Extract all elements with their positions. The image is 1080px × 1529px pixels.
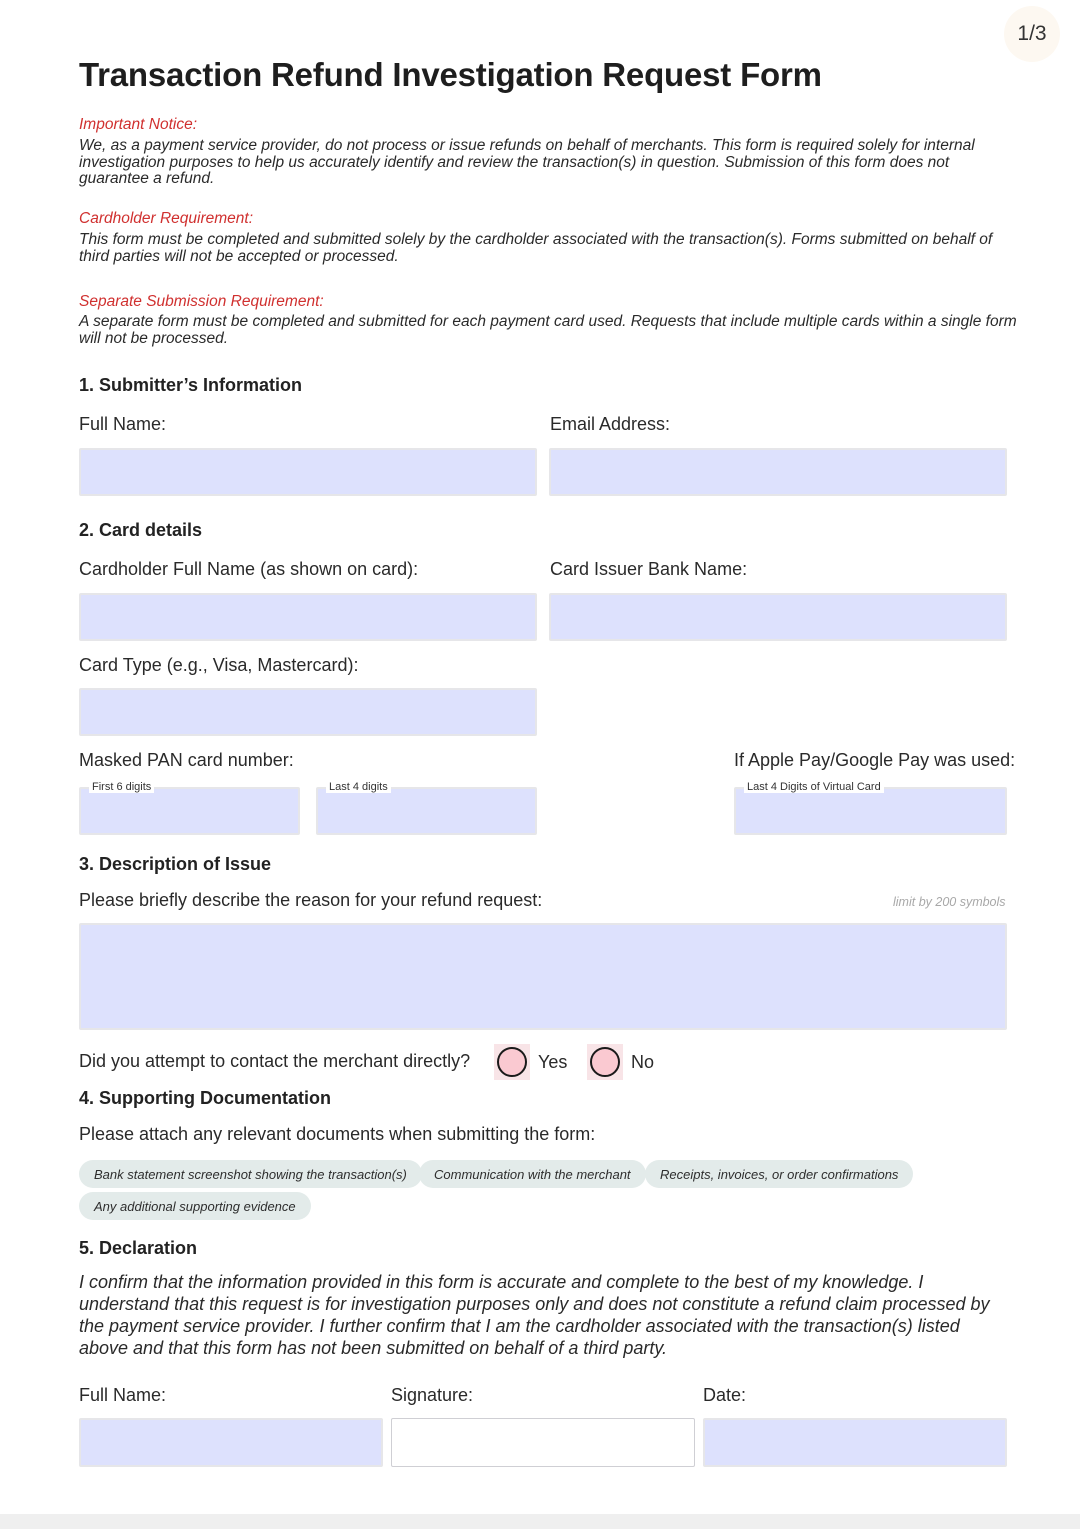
page-bottom-divider (0, 1514, 1080, 1529)
notice-body-cardholder: This form must be completed and submitted solely by the cardholder associated with the transaction(s). Forms submitted on behalf of third parties will not be accepted or processed. (79, 231, 993, 265)
document-chip-receipts: Receipts, invoices, or order confirmations (645, 1160, 913, 1188)
declaration-text: I confirm that the information provided in this form is accurate and complete to the best of my knowledge. I understand that this request is for investigation purposes only and does not constitute a refund claim processed by the payment service provider. I further confirm that I am the cardholder associated with the transaction(s) listed above and that this form has not been submitted on behalf of a third party. (79, 1272, 990, 1358)
no-radio-label: No (631, 1052, 655, 1072)
document-chip-merchant-communication: Communication with the merchant (419, 1160, 646, 1188)
card-type-field[interactable] (79, 688, 537, 736)
card-type-label: Card Type (e.g., Visa, Mastercard): (79, 655, 359, 675)
yes-radio-label: Yes (538, 1052, 568, 1072)
contact-merchant-question: Did you attempt to contact the merchant directly? (79, 1051, 471, 1071)
last-4-digits-field[interactable] (316, 787, 537, 835)
form-title: Transaction Refund Investigation Request Form (79, 56, 822, 93)
page-indicator: 1/3 (1004, 6, 1060, 62)
virtual-card-label: Last 4 Digits of Virtual Card (744, 781, 884, 793)
section-heading-card-details: 2. Card details (79, 520, 203, 540)
virtual-card-field[interactable] (734, 787, 1007, 835)
document-chip-additional-evidence: Any additional supporting evidence (79, 1192, 311, 1220)
first-6-digits-field[interactable] (79, 787, 300, 835)
first-6-digits-label: First 6 digits (89, 781, 154, 793)
notice-body-separate: A separate form must be completed and submitted for each payment card used. Requests that include multiple cards within a single form will not be processed. (79, 313, 1017, 347)
yes-radio[interactable] (497, 1047, 527, 1077)
section-heading-documentation: 4. Supporting Documentation (79, 1088, 331, 1108)
declaration-full-name-label: Full Name: (79, 1385, 167, 1405)
character-limit-note: limit by 200 symbols (893, 895, 1006, 909)
notice-heading-separate: Separate Submission Requirement: (79, 293, 324, 310)
last-4-digits-label: Last 4 digits (326, 781, 391, 793)
attach-instruction: Please attach any relevant documents when submitting the form: (79, 1124, 596, 1144)
section-heading-submitter: 1. Submitter’s Information (79, 375, 303, 395)
reason-label: Please briefly describe the reason for your refund request: (79, 890, 543, 910)
reason-textarea[interactable] (79, 923, 1007, 1030)
date-label: Date: (703, 1385, 747, 1405)
signature-field[interactable] (391, 1418, 695, 1467)
full-name-label: Full Name: (79, 414, 167, 434)
masked-pan-label: Masked PAN card number: (79, 750, 294, 770)
issuer-bank-field[interactable] (549, 593, 1007, 641)
date-field[interactable] (703, 1418, 1007, 1467)
cardholder-name-field[interactable] (79, 593, 537, 641)
document-chip-bank-statement: Bank statement screenshot showing the transaction(s) (79, 1160, 422, 1188)
no-radio[interactable] (590, 1047, 620, 1077)
signature-label: Signature: (391, 1385, 474, 1405)
notice-heading-important: Important Notice: (79, 116, 198, 133)
cardholder-name-label: Cardholder Full Name (as shown on card): (79, 559, 419, 579)
notice-heading-cardholder: Cardholder Requirement: (79, 210, 254, 227)
section-heading-declaration: 5. Declaration (79, 1238, 198, 1258)
notice-body-important: We, as a payment service provider, do not process or issue refunds on behalf of merchants. This form is required solely for internal investigation purposes to help us accurately identify and review the transaction(s) in question. Submission of this form does not guarantee a refund. (79, 137, 975, 187)
email-label: Email Address: (550, 414, 671, 434)
email-field[interactable] (549, 448, 1007, 496)
wallet-label: If Apple Pay/Google Pay was used: (734, 750, 1016, 770)
section-heading-description: 3. Description of Issue (79, 854, 272, 874)
issuer-bank-label: Card Issuer Bank Name: (550, 559, 748, 579)
full-name-field[interactable] (79, 448, 537, 496)
declaration-full-name-field[interactable] (79, 1418, 383, 1467)
